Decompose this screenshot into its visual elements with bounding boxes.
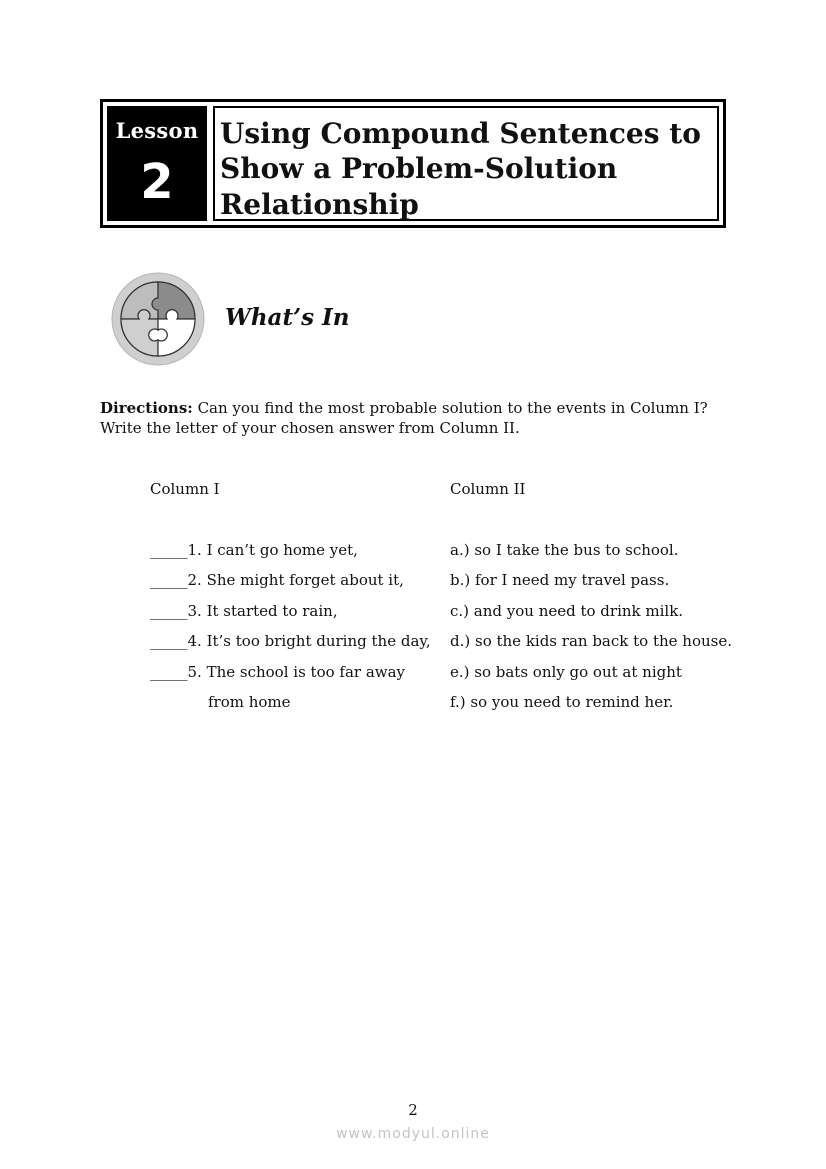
- answer-blank[interactable]: _____: [150, 663, 188, 681]
- lesson-label: Lesson: [115, 118, 199, 143]
- lesson-number: 2: [140, 154, 174, 210]
- event-text: 3. It started to rain,: [187, 602, 338, 620]
- column-2-item: c.) and you need to drink milk.: [450, 602, 684, 620]
- directions-label: Directions:: [100, 399, 193, 417]
- lesson-header: [100, 99, 726, 228]
- column-1-item-continued: [208, 693, 291, 711]
- title-line-3: Relationship: [220, 188, 419, 221]
- section-heading: What’s In: [225, 304, 350, 331]
- column-2-item: e.) so bats only go out at night: [450, 663, 682, 681]
- column-1-item: [150, 602, 338, 620]
- directions: [100, 398, 740, 438]
- event-text: 2. She might forget about it,: [187, 571, 404, 589]
- answer-blank[interactable]: _____: [150, 602, 188, 620]
- column-2-item: f.) so you need to remind her.: [450, 693, 674, 711]
- column-2-item: a.) so I take the bus to school.: [450, 541, 679, 559]
- answer-blank[interactable]: _____: [150, 541, 188, 559]
- title-line-1: Using Compound Sentences to: [220, 117, 701, 150]
- answer-blank[interactable]: _____: [150, 632, 188, 650]
- lesson-title: [213, 106, 719, 221]
- lesson-badge: [107, 106, 207, 221]
- column-1-item: [150, 663, 405, 681]
- column-2-header: Column II: [450, 480, 526, 498]
- directions-text: Can you find the most probable solution to the events in Column I? Write the letter of your chosen answer from Column II.: [100, 399, 708, 437]
- column-1-header: Column I: [150, 480, 220, 498]
- event-text: 5. The school is too far away: [187, 663, 406, 681]
- column-1-item: [150, 632, 431, 650]
- puzzle-icon: [111, 272, 205, 366]
- column-1-item: [150, 541, 358, 559]
- watermark: www.modyul.online: [336, 1126, 490, 1142]
- event-text: from home: [208, 693, 291, 711]
- column-2-item: d.) so the kids ran back to the house.: [450, 632, 732, 650]
- answer-blank[interactable]: _____: [150, 571, 188, 589]
- event-text: 4. It’s too bright during the day,: [187, 632, 431, 650]
- event-text: 1. I can’t go home yet,: [187, 541, 358, 559]
- title-line-2: Show a Problem-Solution: [220, 152, 618, 185]
- column-1-item: [150, 571, 404, 589]
- column-2-item: b.) for I need my travel pass.: [450, 571, 670, 589]
- page-number: 2: [408, 1101, 418, 1119]
